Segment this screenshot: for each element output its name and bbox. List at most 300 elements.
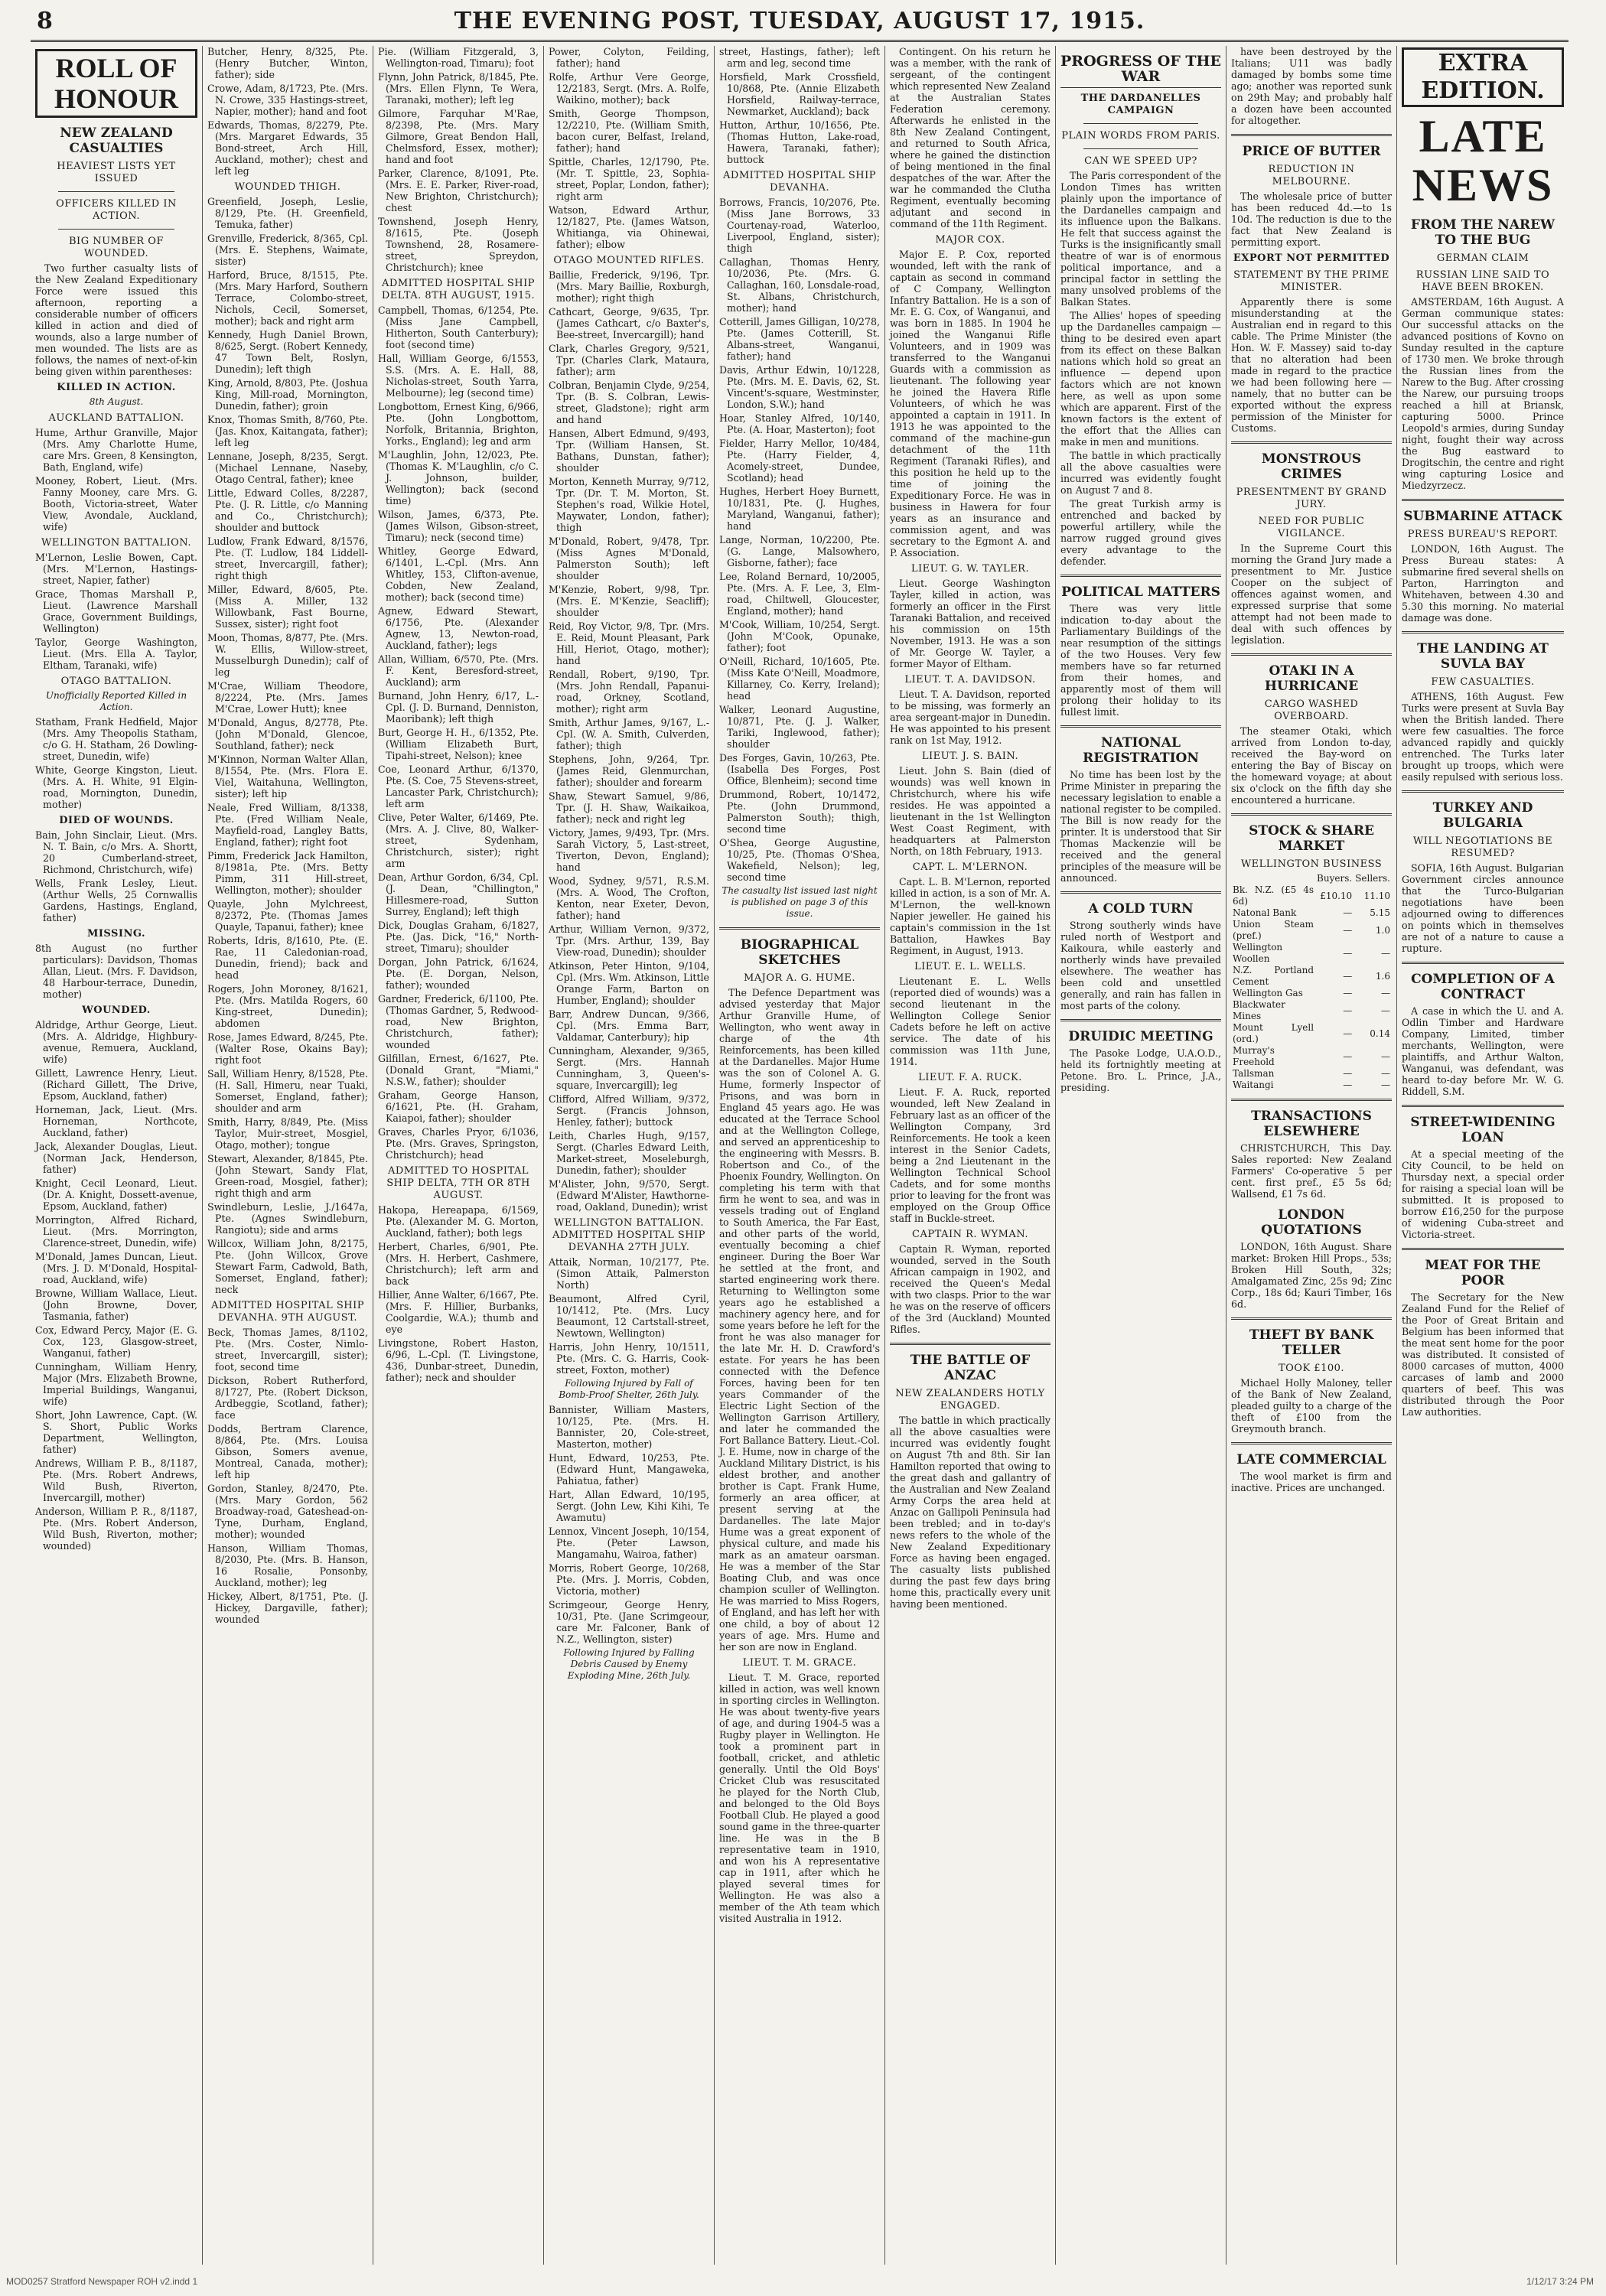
divider bbox=[58, 229, 174, 230]
biographical-sketches-heading: BIOGRAPHICAL SKETCHES bbox=[740, 937, 859, 968]
casualty-entry: Butcher, Henry, 8/325, Pte. (Henry Butcher, Winton, father); side bbox=[207, 46, 368, 80]
casualty-entry: Burnand, John Henry, 6/17, L.-Cpl. (J. D. Burnand, Denniston, Maoribank); left thigh bbox=[378, 690, 539, 725]
divider bbox=[1231, 1099, 1392, 1101]
section-heading: ADMITTED HOSPITAL SHIP DELTA. 8TH AUGUST, 1915. bbox=[381, 278, 536, 301]
price-of-butter-heading: PRICE OF BUTTER bbox=[1242, 144, 1381, 159]
casualty-entry: Hume, Arthur Granville, Major (Mrs. Amy Charlotte Hume, care Mrs. Green, 8 Kensington, Bath, England, wife) bbox=[35, 427, 197, 473]
casualty-entry: Dorgan, John Patrick, 6/1624, Pte. (E. Dorgan, Nelson, father); wounded bbox=[378, 956, 539, 991]
casualty-entry: Parker, Clarence, 8/1091, Pte. (Mrs. E. E. Parker, River-road, New Brighton, Christchurch); chest bbox=[378, 168, 539, 213]
divider bbox=[1060, 575, 1221, 577]
subheading: WELLINGTON BUSINESS bbox=[1240, 858, 1383, 870]
casualty-entry: Gilmore, Farquhar M'Rae, 8/2398, Pte. (Mrs. Mary Gilmore, Great Bendon Hall, Chelmsford, Essex, mother); hand and foot bbox=[378, 108, 539, 165]
table-row bbox=[1231, 1045, 1392, 1068]
bank-teller-heading: THEFT BY BANK TELLER bbox=[1249, 1327, 1374, 1358]
divider bbox=[58, 191, 174, 192]
print-footer bbox=[0, 2276, 1606, 2291]
subheading: REDUCTION IN MELBOURNE. bbox=[1268, 164, 1355, 187]
casualty-entry: Victory, James, 9/493, Tpr. (Mrs. Sarah Victory, 5, Last-street, Tiverton, Devon, England); hand bbox=[549, 827, 709, 873]
subheading: CARGO WASHED OVERBOARD. bbox=[1264, 699, 1359, 722]
column-casualty-list-3 bbox=[373, 46, 543, 2265]
casualty-entry: Wilson, James, 6/373, Pte. (James Wilson, Gibson-street, Timaru); neck (second time) bbox=[378, 509, 539, 543]
subheading: NEED FOR PUBLIC VIGILANCE. bbox=[1258, 516, 1365, 539]
casualty-entry: Campbell, Thomas, 6/1254, Pte. (Miss Jane Campbell, Hitherton, South Canterbury); foot (second time) bbox=[378, 305, 539, 350]
casualty-entry: Spittle, Charles, 12/1790, Pte. (Mr. T. Spittle, 23, Sophia-street, Poplar, London, father); right arm bbox=[549, 156, 709, 202]
table-cell: — bbox=[1343, 907, 1353, 918]
divider bbox=[1231, 134, 1392, 136]
casualty-entry: Rose, James Edward, 8/245, Pte. (Walter Rose, Okains Bay); right foot bbox=[207, 1031, 368, 1066]
section-heading: ADMITTED HOSPITAL SHIP DEVANHA. bbox=[723, 170, 876, 194]
table-cell: — bbox=[1381, 1050, 1390, 1062]
footer-file-label: MOD0257 Stratford Newspaper ROH v2.indd 1 bbox=[6, 2276, 198, 2287]
table-cell: 1.0 bbox=[1375, 924, 1390, 936]
casualty-entry: Shaw, Stewart Samuel, 9/86, Tpr. (J. H. Shaw, Waikaikoa, father); neck and right leg bbox=[549, 790, 709, 825]
casualty-entry: Baillie, Frederick, 9/196, Tpr. (Mrs. Mary Baillie, Roxburgh, mother); right thigh bbox=[549, 269, 709, 304]
casualty-entry: Cathcart, George, 9/635, Tpr. (James Cathcart, c/o Baxter's, Bee-street, Invercargill); hand bbox=[549, 306, 709, 340]
casualty-entry: Burt, George H. H., 6/1352, Pte. (William Elizabeth Burt, Tipahi-street, Nelson); knee bbox=[378, 727, 539, 761]
table-row bbox=[1231, 1068, 1392, 1080]
table-row bbox=[1231, 1080, 1392, 1091]
casualty-entry: Rogers, John Moroney, 8/1621, Pte. (Mrs. Matilda Rogers, 60 King-street, Dunedin); abdomen bbox=[207, 983, 368, 1029]
section-heading: ADMITTED HOSPITAL SHIP DEVANHA. 9TH AUGUST. bbox=[211, 1300, 364, 1324]
casualty-entry: Cox, Edward Percy, Major (E. G. Cox, 123, Glasgow-street, Wanganui, father) bbox=[35, 1324, 197, 1359]
late-news-heading: LATE NEWS bbox=[1412, 111, 1554, 210]
narew-heading: FROM THE NAREW TO THE BUG bbox=[1410, 217, 1556, 248]
casualty-entry: Gordon, Stanley, 8/2470, Pte. (Mrs. Mary Gordon, 562 Broadway-road, Gateshead-on-Tyne, Durham, England, mother); wounded bbox=[207, 1483, 368, 1540]
casualty-entry: Arthur, William Vernon, 9/372, Tpr. (Mrs. Arthur, 139, Bay View-road, Dunedin); shoulder bbox=[549, 923, 709, 958]
divider bbox=[1231, 1442, 1392, 1444]
table-cell: £10.10 bbox=[1320, 890, 1353, 901]
table-header-row bbox=[1231, 873, 1392, 884]
battalion-heading: OTAGO BATTALION. bbox=[60, 676, 172, 687]
table-cell: 5.15 bbox=[1370, 907, 1390, 918]
casualty-entry: Greenfield, Joseph, Leslie, 8/129, Pte. (H. Greenfield, Temuka, father) bbox=[207, 196, 368, 230]
casualty-entry: Hansen, Albert Edmund, 9/493, Tpr. (William Hansen, St. Bathans, Dunstan, father); shoulder bbox=[549, 428, 709, 474]
table-header-cell bbox=[1231, 873, 1315, 884]
column-roll-of-honour bbox=[31, 46, 202, 2265]
subheading: STATEMENT BY THE PRIME MINISTER. bbox=[1233, 269, 1389, 293]
cold-turn-heading: A COLD TURN bbox=[1088, 901, 1194, 917]
casualty-entry: Townshend, Joseph Henry, 8/1615, Pte. (Joseph Townshend, 28, Rosamere-street, Spreydon, Christchurch); knee bbox=[378, 216, 539, 273]
casualty-entry: Scrimgeour, George Henry, 10/31, Pte. (Jane Scrimgeour, care Mr. Falconer, Bank of N.Z., Wellington, sister) bbox=[549, 1599, 709, 1645]
subheading: CAN WE SPEED UP? bbox=[1084, 155, 1197, 167]
article-paragraph: ATHENS, 16th August. Few Turks were present at Suvla Bay when the British landed. There were few casualties. The force advanced rapidly and quickly entrenched. The Turks later brought up troops, which were easily repulsed with serious loss. bbox=[1402, 691, 1564, 783]
casualty-entry: Dickson, Robert Rutherford, 8/1727, Pte. (Robert Dickson, Ardbeggie, Scotland, father); face bbox=[207, 1375, 368, 1421]
casualty-entry: Little, Edward Colles, 8/2287, Pte. (J. R. Little, c/o Manning and Co., Christchurch); shoulder and buttock bbox=[207, 487, 368, 533]
roll-of-honour-heading: ROLL OF HONOUR bbox=[35, 49, 197, 118]
casualty-entry: Grenville, Frederick, 8/365, Cpl. (Mrs. E. Stephens, Waimate, sister) bbox=[207, 233, 368, 267]
casualty-entry: Knight, Cecil Leonard, Lieut. (Dr. A. Knight, Dossett-avenue, Epsom, Auckland, father) bbox=[35, 1177, 197, 1212]
casualty-entry: Graham, George Hanson, 6/1621, Pte. (H. Graham, Kaiapoi, father); shoulder bbox=[378, 1089, 539, 1124]
casualty-entry: Gardner, Frederick, 6/1100, Pte. (Thomas Gardner, 5, Redwood-road, New Brighton, Christchurch, father); wounded bbox=[378, 993, 539, 1050]
casualty-entry: Hanson, William Thomas, 8/2030, Pte. (Mrs. B. Hanson, 16 Rosalie, Ponsonby, Auckland, mother); leg bbox=[207, 1542, 368, 1588]
table-row bbox=[1231, 965, 1392, 988]
table-cell: 11.10 bbox=[1363, 890, 1390, 901]
table-row bbox=[1231, 1022, 1392, 1045]
casualty-entry: Moon, Thomas, 8/877, Pte. (Mrs. W. Ellis, Willow-street, Musselburgh Dunedin); calf of leg bbox=[207, 632, 368, 678]
table-cell: — bbox=[1343, 988, 1353, 998]
divider bbox=[1231, 653, 1392, 656]
article-paragraph: AMSTERDAM, 16th August. A German communique states: Our successful attacks on the advanced positions of Kovno on Sunday resulted in the capture of 1730 men. We broke through the Russian lines from the Narew to the Bug. After crossing the Narew, our pursuing troops reached a hill at Briansk, capturing 5000. Prince Leopold's armies, during Sunday night, fought their way across the Bug eastward to Drogitschin, the centre and right wing capturing Losice and Miedzyrzecz. bbox=[1402, 296, 1564, 491]
casualty-entry: King, Arnold, 8/803, Pte. (Joshua King, Mill-road, Mornington, Dunedin, father); groin bbox=[207, 377, 368, 412]
casualty-list-note: The casualty list issued last night is published on page 3 of this issue. bbox=[722, 885, 878, 919]
divider bbox=[1402, 790, 1564, 793]
divider bbox=[1083, 123, 1198, 124]
casualty-entry: Callaghan, Thomas Henry, 10/2036, Pte. (Mrs. G. Callaghan, 160, Lonsdale-road, St. Albans, Christchurch, mother); hand bbox=[719, 256, 880, 314]
casualty-entry: Statham, Frank Hedfield, Major (Mrs. Amy Theopolis Statham, c/o G. H. Statham, 26 Dowling-street, Dunedin, wife) bbox=[35, 716, 197, 762]
casualty-entry: Drummond, Robert, 10/1472, Pte. (John Drummond, Palmerston South); thigh, second time bbox=[719, 789, 880, 835]
divider bbox=[1060, 1019, 1221, 1021]
casualty-entry: Hickey, Albert, 8/1751, Pte. (J. Hickey, Dargaville, father); wounded bbox=[207, 1591, 368, 1625]
casualty-entry: M'Alister, John, 9/570, Sergt. (Edward M'Alister, Hawthorne-road, Oakland, Dunedin); wrist bbox=[549, 1178, 709, 1213]
article-paragraph: The wholesale price of butter has been reduced 4d.—to 1s 10d. The reduction is due to the fact that New Zealand is permitting export. bbox=[1231, 191, 1392, 248]
article-paragraph: The battle in which practically all the above casualties were incurred was evidently fought on August 7 and 8. bbox=[1060, 450, 1221, 496]
divider bbox=[1402, 1105, 1564, 1107]
table-cell: — bbox=[1381, 1005, 1390, 1016]
casualty-entry: Agnew, Edward Stewart, 6/1756, Pte. (Alexander Agnew, 13, Newton-road, Auckland, father); legs bbox=[378, 605, 539, 651]
table-cell: Union Steam (pref.) bbox=[1233, 919, 1314, 941]
biography-heading: LIEUT. T. M. GRACE. bbox=[742, 1657, 857, 1669]
casualty-entry: Short, John Lawrence, Capt. (W. S. Short, Public Works Department, Wellington, father) bbox=[35, 1409, 197, 1455]
casualty-entry: 8th August (no further particulars): Davidson, Thomas Allan, Lieut. (Mrs. F. Davidson, 48 Harbour-terrace, Dunedin, mother) bbox=[35, 943, 197, 1000]
casualty-entry: M'Kinnon, Norman Walter Allan, 8/1554, Pte. (Mrs. Flora E. Viel, Waitahuna, Wellington, sister); left hip bbox=[207, 754, 368, 800]
casualty-entry: M'Donald, Angus, 8/2778, Pte. (John M'Donald, Glencoe, Southland, father); neck bbox=[207, 717, 368, 751]
casualty-entry: Leith, Charles Hugh, 9/157, Sergt. (Charles Edward Leith, Market-street, Moseleburgh, Dunedin, father); shoulder bbox=[549, 1130, 709, 1176]
table-cell: Wellington Woollen bbox=[1233, 942, 1283, 964]
subheading: EXPORT NOT PERMITTED bbox=[1233, 252, 1390, 264]
casualty-entry: Gillett, Lawrence Henry, Lieut. (Richard Gillett, The Drive, Epsom, Auckland, father) bbox=[35, 1067, 197, 1102]
casualty-entry: White, George Kingston, Lieut. (Mrs. A. H. White, 91 Elgin-road, Mornington, Dunedin, mother) bbox=[35, 764, 197, 810]
casualty-entry: Hughes, Herbert Hoey Burnett, 10/1831, Pte. (J. Hughes, Maryland, Wanganui, father); hand bbox=[719, 486, 880, 532]
section-heading: ADMITTED TO HOSPITAL SHIP DELTA, 7TH OR 8TH AUGUST. bbox=[386, 1165, 530, 1201]
column-progress-of-war bbox=[1056, 46, 1226, 2265]
casualty-entry: Flynn, John Patrick, 8/1845, Pte. (Mrs. Ellen Flynn, Te Wera, Taranaki, mother); left leg bbox=[378, 71, 539, 106]
casualty-entry: Smith, Arthur James, 9/167, L.-Cpl. (W. A. Smith, Culverden, father); thigh bbox=[549, 717, 709, 751]
casualty-entry: Neale, Fred William, 8/1338, Pte. (Fred William Neale, Mayfield-road, Langley Batts, England, father); right foot bbox=[207, 802, 368, 848]
section-date: 8th August. bbox=[89, 396, 144, 407]
divider bbox=[1402, 631, 1564, 633]
casualty-entry: Fielder, Harry Mellor, 10/484, Pte. (Harry Fielder, 4, Acomely-street, Dundee, Scotland); head bbox=[719, 438, 880, 484]
table-header-cell: Buyers. bbox=[1317, 873, 1353, 884]
table-cell: Bk. N.Z. (£5 4s 6d) bbox=[1233, 884, 1314, 907]
article-paragraph: Lieut. F. A. Ruck, reported wounded, left New Zealand in February last as an officer of the Wellington Company, 3rd Reinforcements. He took a keen interest in the Senior Cadets, being a 2nd Lieutenant in the Wellington Technical School Cadets, and for some months prior to leaving for the front was employed on the Group Office staff in Buckle-street. bbox=[890, 1086, 1051, 1224]
casualty-entry: M'Donald, Robert, 9/478, Tpr. (Miss Agnes M'Donald, Palmerston South); left shoulder bbox=[549, 536, 709, 581]
casualty-entry: M'Donald, James Duncan, Lieut. (Mrs. J. D. M'Donald, Hospital-road, Auckland, wife) bbox=[35, 1251, 197, 1285]
table-cell: Wellington Gas bbox=[1233, 988, 1303, 998]
divider bbox=[1231, 813, 1392, 816]
section-heading: WOUNDED THIGH. bbox=[234, 181, 341, 193]
table-cell: Mount Lyell (ord.) bbox=[1233, 1022, 1314, 1044]
article-paragraph: Lieut. George Washington Tayler, killed in action, was formerly an officer in the First Taranaki Battalion, and received his commission on 15th November, 1913. He was a son of Mr. George W. Tayler, a former Mayor of Eltham. bbox=[890, 578, 1051, 669]
newspaper-title: THE EVENING POST, TUESDAY, AUGUST 17, 1915. bbox=[454, 8, 1145, 34]
casualty-entry: Barr, Andrew Duncan, 9/366, Cpl. (Mrs. Emma Barr, Valdamar, Canterbury); hip bbox=[549, 1008, 709, 1043]
casualty-entry: Coe, Leonard Arthur, 6/1370, Pte. (S. Coe, 75 Stevens-street, Lancaster Park, Christchurch); left arm bbox=[378, 764, 539, 809]
casualty-entry: M'Kenzie, Robert, 9/98, Tpr. (Mrs. E. M'Kenzie, Seacliff); shoulder bbox=[549, 584, 709, 618]
table-cell: — bbox=[1381, 988, 1390, 998]
otaki-hurricane-heading: OTAKI IN A HURRICANE bbox=[1264, 663, 1359, 694]
casualty-entry: Hart, Allan Edward, 10/195, Sergt. (John Lew, Kihi Kihi, Te Awamutu) bbox=[549, 1489, 709, 1523]
casualty-entry: Sall, William Henry, 8/1528, Pte. (H. Sall, Himeru, near Tuaki, Somerset, England, father); shoulder and arm bbox=[207, 1068, 368, 1114]
divider bbox=[890, 1343, 1051, 1345]
casualty-entry: Willcox, William John, 8/2175, Pte. (John Willcox, Grove Stewart Farm, Cadwold, Bath, Somerset, England, father); neck bbox=[207, 1238, 368, 1295]
subheading: THE DARDANELLES CAMPAIGN bbox=[1080, 93, 1201, 116]
table-row bbox=[1231, 907, 1392, 919]
article-paragraph: Major E. P. Cox, reported wounded, left with the rank of captain as second in command of C Company, Wellington Infantry Battalion. He is a son of Mr. E. G. Cox, of Wanganui, and was born in 1885. In 1904 he joined the Wanganui Rifle Volunteers, and in 1909 was transferred to the Wanganui Guards with a commission as lieutenant. The following year he joined the Havera Rifle Volunteers, of which he was appointed a captain in 1911. In 1913 he was appointed to the command of the machine-gun detachment of the 11th Regiment (Taranaki Rifles), and this position he held up to the time of joining the Expeditionary Force. He was in business in Hawera for four years as an insurance and commission agent, and was secretary to the Egmont A. and P. Association. bbox=[890, 249, 1051, 559]
table-row bbox=[1231, 999, 1392, 1022]
article-paragraph: There was very little indication to-day about the Parliamentary Buildings of the near resumption of the sittings of the two Houses. Very few members have so far returned from their homes, and apparently most of them will prolong their holiday to its fullest limit. bbox=[1060, 603, 1221, 718]
article-paragraph: CHRISTCHURCH, This Day. Sales reported: New Zealand Farmers' Co-operative 5 per cent. first pref., £5 5s 6d; Wallsend, £1 7s 6d. bbox=[1231, 1142, 1392, 1200]
casualty-entry: Edwards, Thomas, 8/2279, Pte. (Mrs. Margaret Edwards, 35 Bond-street, Arch Hill, Auckland, mother); chest and left leg bbox=[207, 119, 368, 177]
casualty-entry: M'Laughlin, John, 12/023, Pte. (Thomas K. M'Laughlin, c/o C. J. Johnson, builder, Wellington); back (second time) bbox=[378, 449, 539, 506]
article-paragraph: LONDON, 16th August. The Press Bureau states: A submarine fired several shells on Parton, Harrington and Whitehaven, between 4.30 and 5.30 this morning. No material damage was done. bbox=[1402, 543, 1564, 624]
casualty-entry: Attaik, Norman, 10/2177, Pte. (Simon Attaik, Palmerston North) bbox=[549, 1256, 709, 1291]
casualty-entry: Horneman, Jack, Lieut. (Mrs. Horneman, Northcote, Auckland, father) bbox=[35, 1104, 197, 1138]
suvla-bay-heading: THE LANDING AT SUVLA BAY bbox=[1417, 641, 1549, 672]
casualty-entry: O'Shea, George Augustine, 10/25, Pte. (Thomas O'Shea, Wakefield, Nelson); leg, second time bbox=[719, 837, 880, 883]
casualty-entry: Knox, Thomas Smith, 8/760, Pte. (Jas. Knox, Kaitangata, father); left leg bbox=[207, 414, 368, 448]
casualty-entry: Gilfillan, Ernest, 6/1627, Pte. (Donald Grant, "Miami," N.S.W., father); shoulder bbox=[378, 1053, 539, 1087]
casualty-entry: Herbert, Charles, 6/901, Pte. (Mrs. H. Herbert, Cashmere, Christchurch); left arm and back bbox=[378, 1241, 539, 1287]
table-cell: 0.14 bbox=[1370, 1028, 1390, 1039]
casualty-entry: Morrington, Alfred Richard, Lieut. (Mrs. Morrington, Clarence-street, Dunedin, wife) bbox=[35, 1214, 197, 1249]
biography-heading: CAPTAIN R. WYMAN. bbox=[912, 1229, 1028, 1240]
casualty-entry: Walker, Leonard Augustine, 10/871, Pte. (J. J. Walker, Tariki, Inglewood, father); shoulder bbox=[719, 704, 880, 750]
table-cell: — bbox=[1381, 947, 1390, 959]
casualty-entry: Lennox, Vincent Joseph, 10/154, Pte. (Peter Lawson, Mangamahu, Wairoa, father) bbox=[549, 1526, 709, 1560]
casualty-entry: Whitley, George Edward, 6/1401, L.-Cpl. (Mrs. Ann Whitley, 153, Clifton-avenue, Cobden, New Zealand, mother); back (second time) bbox=[378, 546, 539, 603]
battle-of-anzac-heading: THE BATTLE OF ANZAC bbox=[910, 1353, 1031, 1383]
column-late-news bbox=[1397, 46, 1569, 2265]
article-paragraph: No time has been lost by the Prime Minister in preparing the necessary legislation to enable a national register to be compiled. The Bill is now ready for the printer. It is understood that Sir Thomas Mackenzie will be received and the general principles of the measure will be announced. bbox=[1060, 769, 1221, 884]
subheading: HEAVIEST LISTS YET ISSUED bbox=[57, 161, 176, 184]
biography-heading: LIEUT. J. S. BAIN. bbox=[921, 751, 1019, 762]
casualty-entry: Longbottom, Ernest King, 6/966, Pte. (John Longbottom, Norfolk, Britannia, Brighton, Yorks., England); leg and arm bbox=[378, 401, 539, 447]
column-casualty-list-4 bbox=[544, 46, 714, 2265]
subheading: PRESS BUREAU'S REPORT. bbox=[1407, 529, 1559, 540]
article-paragraph: Lieut. John S. Bain (died of wounds) was well known in Christchurch, where his wife resides. He was appointed a lieutenant in the 1st Wellington West Coast Regiment, with headquarters at Palmerston North, on 18th February, 1913. bbox=[890, 765, 1051, 857]
casualty-entry: O'Neill, Richard, 10/1605, Pte. (Miss Kate O'Neill, Moadmore, Killarney, Co. Kerry, Ireland); head bbox=[719, 656, 880, 702]
column-casualties-biography bbox=[715, 46, 884, 2265]
casualty-entry: Hall, William George, 6/1553, S.S. (Mrs. A. E. Hall, 88, Nicholas-street, South Yarra, Melbourne); leg (second time) bbox=[378, 353, 539, 399]
casualty-entry: Bannister, William Masters, 10/125, Pte. (Mrs. H. Bannister, 20, Cole-street, Masterton, mother) bbox=[549, 1404, 709, 1450]
table-cell: — bbox=[1381, 1080, 1390, 1090]
divider bbox=[1231, 1317, 1392, 1320]
divider bbox=[719, 927, 880, 930]
submarine-attack-heading: SUBMARINE ATTACK bbox=[1403, 509, 1562, 524]
article-paragraph: Captain R. Wyman, reported wounded, served in the South African campaign in 1902, and received the Queen's Medal with two clasps. Prior to the war he was on the reserve of officers of the 3rd (Auckland) Mounted Rifles. bbox=[890, 1243, 1051, 1335]
table-cell: Tallsman bbox=[1233, 1068, 1275, 1079]
casualty-entry: Harford, Bruce, 8/1515, Pte. (Mrs. Mary Harford, Southern Terrace, Colombo-street, Nichols, Cecil, Somerset, mother); back and right arm bbox=[207, 269, 368, 327]
casualty-entry: M'Lernon, Leslie Bowen, Capt. (Mrs. M'Lernon, Hastings-street, Napier, father) bbox=[35, 552, 197, 586]
casualty-entry: Hutton, Arthur, 10/1656, Pte. (Thomas Hutton, Lake-road, Hawera, Taranaki, father); buttock bbox=[719, 119, 880, 165]
casualty-entry: Anderson, William P. R., 8/1187, Pte. (Mrs. Robert Anderson, Wild Bush, Riverton, mother; wounded) bbox=[35, 1506, 197, 1552]
casualty-entry: Wells, Frank Lesley, Lieut. (Arthur Wells, 25 Cornwallis Gardens, Hastings, England, father) bbox=[35, 878, 197, 923]
subheading: WILL NEGOTIATIONS BE RESUMED? bbox=[1412, 835, 1553, 859]
section-heading: OTAGO MOUNTED RIFLES. bbox=[553, 255, 705, 266]
casualty-entry: Allan, William, 6/570, Pte. (Mrs. F. Kent, Beresford-street, Auckland); arm bbox=[378, 653, 539, 688]
casualty-entry: Smith, Harry, 8/849, Pte. (Miss Taylor, Muir-street, Mosgiel, Otago, mother); tongue bbox=[207, 1116, 368, 1151]
article-paragraph: A case in which the U. and A. Odlin Timber and Hardware Company, Limited, timber merchants, Wellington, were plaintiffs, and Arthur Walton, Wanganui, was defendant, was heard to-day before Mr. W. G. Riddell, S.M. bbox=[1402, 1005, 1564, 1097]
casualty-entry: Hunt, Edward, 10/253, Pte. (Edward Hunt, Mangaweka, Pahiatua, father) bbox=[549, 1452, 709, 1487]
article-paragraph: Contingent. On his return he was a member, with the rank of sergeant, of the contingent which represented New Zealand at the Australian States Federation ceremony. Afterwards he enlisted in the 8th New Zealand Contingent, and returned to South Africa, where he gained the distinction of being mentioned in the final despatches of the war. After the war he commanded the Clutha Regiment, eventually becoming adjutant and second in command of the 11th Regiment. bbox=[890, 46, 1051, 230]
article-paragraph: The Defence Department was advised yesterday that Major Arthur Granville Hume, of Wellington, who went away in charge of the 4th Reinforcements, has been killed at the Dardanelles. Major Hume was the son of Colonel A. G. Hume, formerly Inspector of Prisons, and was born in England 45 years ago. He was educated at the Terrace School and at the Wellington College, and served an apprenticeship to the engineering with Messrs. B. Robertson and Co., of the Phoenix Foundry, Wellington. On completing his term with that firm he went to sea, and was in vessels trading out of England to South America, the Far East, and other parts of the world, eventually becoming a chief engineer. During the Boer War he settled at the front, and started engineering work there. Returning to Wellington some years ago he established a machinery agency here, and for some years before he left for the front he was also manager for the late Mr. H. D. Crawford's estate. For years he has been connected with the Defence Forces, having been for ten years Commander of the Electric Light Section of the Wellington Garrison Artillery, and later he commanded the Fort Ballance Battery. Lieut.-Col. J. E. Hume, now in charge of the Auckland Military District, is his eldest brother, and another brother is Capt. Frank Hume, formerly an area officer, at present serving at the Dardanelles. The late Major Hume was a great exponent of physical culture, and made his mark as an amateur oarsman. He was a member of the Star Boating Club, and was once champion sculler of Wellington. He was married to Miss Rogers, of England, and has left her with one child, a boy of about 12 years of age. Mrs. Hume and her son are now in England. bbox=[719, 987, 880, 1653]
biography-heading: MAJOR COX. bbox=[935, 234, 1005, 246]
subheading: OFFICERS KILLED IN ACTION. bbox=[56, 198, 177, 222]
biography-heading: LIEUT. G. W. TAYLER. bbox=[911, 563, 1030, 575]
casualty-entry: Rolfe, Arthur Vere George, 12/2183, Sergt. (Mrs. A. Rolfe, Waikino, mother); back bbox=[549, 71, 709, 106]
london-quotations-heading: LONDON QUOTATIONS bbox=[1261, 1207, 1362, 1238]
subheading: PLAIN WORDS FROM PARIS. bbox=[1061, 130, 1220, 142]
casualty-entry: Pimm, Frederick Jack Hamilton, 8/1981a, Pte. (Mrs. Betty Pimm, 311 Hill-street, Wellington, mother); shoulder bbox=[207, 850, 368, 896]
casualty-entry: M'Cook, William, 10/254, Sergt. (John M'Cook, Opunake, father); foot bbox=[719, 619, 880, 653]
casualty-entry: Cotterill, James Gilligan, 10/278, Pte. (James Cotterill, St. Albans-street, Wanganui, father); hand bbox=[719, 316, 880, 362]
casualty-entry: Lennane, Joseph, 8/235, Sergt. (Michael Lennane, Naseby, Otago Central, father); knee bbox=[207, 451, 368, 485]
stock-market-heading: STOCK & SHARE MARKET bbox=[1249, 823, 1374, 854]
casualty-entry: Browne, William Wallace, Lieut. (John Browne, Dover, Tasmania, father) bbox=[35, 1288, 197, 1322]
divider bbox=[1402, 962, 1564, 964]
table-cell: Blackwater Mines bbox=[1233, 999, 1285, 1021]
monstrous-crimes-heading: MONSTROUS CRIMES bbox=[1261, 451, 1362, 482]
article-paragraph: Strong southerly winds have ruled north of Westport and Kaikoura, while easterly and northerly winds have prevailed elsewhere. The weather has been cold and unsettled generally, and rain has fallen in most parts of the colony. bbox=[1060, 920, 1221, 1011]
casualty-entry: Crowe, Adam, 8/1723, Pte. (Mrs. N. Crowe, 335 Hastings-street, Napier, mother); hand and foot bbox=[207, 83, 368, 117]
casualty-entry: Harris, John Henry, 10/1511, Pte. (Mrs. C. G. Harris, Cook-street, Foxton, mother) bbox=[549, 1341, 709, 1376]
political-matters-heading: POLITICAL MATTERS bbox=[1061, 585, 1220, 600]
article-paragraph: have been destroyed by the Italians; U11 was badly damaged by bombs some time ago; another was reported sunk on 29th May; and probably half a dozen have been accounted for altogether. bbox=[1231, 46, 1392, 126]
article-paragraph: Apparently there is some misunderstanding at the Australian end in regard to this cable. The Prime Minister (the Hon. W. F. Massey) said to-day that no alteration had been made in regard to the practice we had been following here — namely, that no butter can be exported without the express permission of the Minister for Customs. bbox=[1231, 296, 1392, 434]
casualty-entry: Colbran, Benjamin Clyde, 9/254, Tpr. (B. S. Colbran, Lewis-street, Gladstone); right arm and hand bbox=[549, 379, 709, 425]
table-row bbox=[1231, 988, 1392, 999]
column-biographies bbox=[885, 46, 1055, 2265]
extra-edition-banner: EXTRA EDITION. bbox=[1402, 47, 1564, 107]
casualty-entry: Morton, Kenneth Murray, 9/712, Tpr. (Dr. T. M. Morton, St. Stephen's road, Wilkie Hotel, Maywater, London, father); thigh bbox=[549, 476, 709, 533]
casualty-entry: Hoar, Stanley Alfred, 10/140, Pte. (A. Hoar, Masterton); foot bbox=[719, 412, 880, 435]
casualty-entry: Borrows, Francis, 10/2076, Pte. (Miss Jane Borrows, 33 Courtenay-road, Waterloo, Liverpool, England, sister); thigh bbox=[719, 197, 880, 254]
article-paragraph: The wool market is firm and inactive. Prices are unchanged. bbox=[1231, 1470, 1392, 1493]
nz-casualties-heading: NEW ZEALAND CASUALTIES bbox=[60, 125, 173, 156]
casualty-entry: M'Crae, William Theodore, 8/2224, Pte. (Mrs. James M'Crae, Lower Hutt); knee bbox=[207, 680, 368, 715]
table-cell: Murray's Freehold bbox=[1233, 1045, 1275, 1067]
table-cell: N.Z. Portland Cement bbox=[1233, 965, 1314, 987]
casualty-entry: Davis, Arthur Edwin, 10/1228, Pte. (Mrs. M. E. Davis, 62, St. Vincent's-square, Westminster, London, S.W.); hand bbox=[719, 364, 880, 410]
casualty-entry: Quayle, John Mylchreest, 8/2372, Pte. (Thomas James Quayle, Tapanui, father); knee bbox=[207, 898, 368, 933]
casualty-entry: Cunningham, William Henry, Major (Mrs. Elizabeth Browne, Imperial Buildings, Wanganui, wife) bbox=[35, 1361, 197, 1407]
section-heading: WELLINGTON BATTALION. ADMITTED HOSPITAL SHIP DEVANHA 27TH JULY. bbox=[552, 1217, 705, 1253]
casualty-entry: Swindleburn, Leslie, J./1647a, Pte. (Agnes Swindleburn, Rangiotu); side and arms bbox=[207, 1201, 368, 1236]
biography-heading: MAJOR A. G. HUME. bbox=[743, 972, 856, 984]
progress-of-war-heading: PROGRESS OF THE WAR bbox=[1060, 54, 1221, 88]
article-paragraph: The Pasoke Lodge, U.A.O.D., held its fortnightly meeting at Petone. Bro. L. Prince, J.A., presiding. bbox=[1060, 1047, 1221, 1093]
table-cell: — bbox=[1343, 970, 1353, 982]
casualty-entry: Rendall, Robert, 9/190, Tpr. (Mrs. John Rendall, Papanui-road, Orkney, Scotland, mother); right arm bbox=[549, 669, 709, 715]
divider bbox=[1060, 725, 1221, 728]
casualty-entry: Beck, Thomas James, 8/1102, Pte. (Mrs. Coster, Nimlo-street, Invercargill, sister); foot, second time bbox=[207, 1327, 368, 1373]
article-paragraph: LONDON, 16th August. Share market: Broken Hill Props., 53s; Broken Hill South, 32s; Amalgamated Zinc, 25s 9d; Zinc Corp., 18s 6d; Kauri Timber, 16s 6d. bbox=[1231, 1241, 1392, 1310]
casualty-entry: Horsfield, Mark Crossfield, 10/868, Pte. (Annie Elizabeth Horsfield, Railway-terrace, Newmarket, Auckland); back bbox=[719, 71, 880, 117]
table-cell: — bbox=[1343, 1080, 1353, 1090]
casualty-entry: Lange, Norman, 10/2200, Pte. (G. Lange, Malsowhero, Gisborne, father); face bbox=[719, 534, 880, 568]
casualty-entry: Des Forges, Gavin, 10/263, Pte. (Isabella Des Forges, Post Office, Blenheim); second time bbox=[719, 752, 880, 787]
divider bbox=[1402, 499, 1564, 501]
footer-timestamp: 1/12/17 3:24 PM bbox=[1526, 2276, 1594, 2287]
article-paragraph: Lieut. T. M. Grace, reported killed in action, was well known in sporting circles in Wellington. He was about twenty-five years of age, and during 1904-5 was a Rugby player in Wellington. He took a prominent part in football, cricket, and athletic generally. Until the Old Boys' Cricket Club was resuscitated he played for the North Club, and belonged to the Old Boys Football Club. He played a good sound game in the three-quarter line. He was in the B representative team in 1910, and won his A representative cap in 1911, after which he played several times for Wellington. He was also a member of the Ath team which visited Australia in 1912. bbox=[719, 1672, 880, 1924]
biography-heading: LIEUT. E. L. WELLS. bbox=[914, 961, 1027, 972]
casualty-entry: Watson, Edward Arthur, 12/1827, Pte. (James Watson, Whitianga, via Ohinewai, father); elbow bbox=[549, 204, 709, 250]
casualty-entry: Cunningham, Alexander, 9/365, Sergt. (Mrs. Hannah Cunningham, 3, Queen's-square, Invercargill); leg bbox=[549, 1045, 709, 1091]
article-paragraph: Lieut. T. A. Davidson, reported to be missing, was formerly an area sergeant-major in Dunedin. He was appointed to his present rank on 1st May, 1912. bbox=[890, 689, 1051, 746]
casualty-entry: Mooney, Robert, Lieut. (Mrs. Fanny Mooney, care Mrs. G. Booth, Victoria-street, Water View, Avondale, Auckland, wife) bbox=[35, 475, 197, 532]
article-paragraph: The Secretary for the New Zealand Fund for the Relief of the Poor of Great Britain and Belgium has been informed that the meat sent home for the poor was distributed. It consisted of 8000 carcases of mutton, 4000 carcases of lamb and 2000 quarters of beef. This was distributed through the Poor Law authorities. bbox=[1402, 1291, 1564, 1418]
street-widening-heading: STREET-WIDENING LOAN bbox=[1410, 1115, 1556, 1145]
article-paragraph: Capt. L. B. M'Lernon, reported killed in action, is a son of Mr. A. M'Lernon, the well-known Napier jeweller. He gained his captain's commission in the 1st Battalion, Hawkes Bay Regiment, in August, 1913. bbox=[890, 876, 1051, 956]
table-row bbox=[1231, 884, 1392, 907]
section-note: Following Injured by Falling Debris Caused by Enemy Exploding Mine, 26th July. bbox=[563, 1647, 695, 1681]
masthead bbox=[31, 6, 1569, 42]
article-paragraph: The battle in which practically all the above casualties were incurred was evidently fought on August 7th and 8th. Sir Ian Hamilton reported that owing to the great dash and gallantry of the Australian and New Zealand Army Corps the area held at Anzac on Gallipoli Peninsula had been trebled; and in to-day's news refers to the whole of the New Zealand Expeditionary Force as having been engaged. The casualty lists published during the past few days bring home this, practically every unit having been mentioned. bbox=[890, 1415, 1051, 1610]
section-note: Unofficially Reported Killed in Action. bbox=[45, 690, 187, 712]
casualty-entry: Stephens, John, 9/264, Tpr. (James Reid, Glenmurchan, father); shoulder and forearm bbox=[549, 754, 709, 788]
transactions-heading: TRANSACTIONS ELSEWHERE bbox=[1251, 1109, 1372, 1139]
casualty-entry: Roberts, Idris, 8/1610, Pte. (E. Rae, 11 Caledonian-road, Dunedin, friend); back and head bbox=[207, 935, 368, 981]
casualty-entry: Aldridge, Arthur George, Lieut. (Mrs. A. Aldridge, Highbury-avenue, Remuera, Auckland, wife) bbox=[35, 1019, 197, 1065]
subheading: TOOK £100. bbox=[1278, 1363, 1345, 1374]
casualty-entry: Andrews, William P. B., 8/1187, Pte. (Mrs. Robert Andrews, Wild Bush, Riverton, Invercargill, mother) bbox=[35, 1457, 197, 1503]
divider bbox=[1402, 1248, 1564, 1250]
table-cell: — bbox=[1343, 1068, 1353, 1079]
casualty-entry: Taylor, George Washington, Lieut. (Mrs. Ella A. Taylor, Eltham, Taranaki, wife) bbox=[35, 637, 197, 671]
turkey-bulgaria-heading: TURKEY AND BULGARIA bbox=[1432, 800, 1533, 831]
casualty-entry: Dodds, Bertram Clarence, 8/864, Pte. (Mrs. Louisa Gibson, Somers avenue, Montreal, Canada, mother); left hip bbox=[207, 1423, 368, 1480]
article-paragraph: The great Turkish army is entrenched and backed by powerful artillery, while the narrow rugged ground gives every advantage to the defender. bbox=[1060, 498, 1221, 567]
article-paragraph: The Allies' hopes of speeding up the Dardanelles campaign — thing to be desired even apart from its effect on these Balkan nations which hold so great an influence — depend upon factors which are not known here, as well as upon some which are apparent. First of the known factors is the extent of the effort that the Allies can make in men and munitions. bbox=[1060, 310, 1221, 448]
table-cell: — bbox=[1343, 1050, 1353, 1062]
biography-heading: LIEUT. F. A. RUCK. bbox=[918, 1072, 1022, 1083]
table-cell: — bbox=[1381, 1068, 1390, 1079]
divider bbox=[1083, 148, 1198, 149]
casualty-entry: Clifford, Alfred William, 9/372, Sergt. (Francis Johnson, Henley, father); buttock bbox=[549, 1093, 709, 1128]
casualty-entry: Wood, Sydney, 9/571, R.S.M. (Mrs. A. Wood, The Crofton, Kenton, near Exeter, Devon, father); hand bbox=[549, 875, 709, 921]
subheading: GERMAN CLAIM bbox=[1436, 252, 1529, 264]
national-registration-heading: NATIONAL REGISTRATION bbox=[1083, 735, 1199, 766]
casualty-entry: Stewart, Alexander, 8/1845, Pte. (John Stewart, Sandy Flat, Green-road, Mosgiel, father); right thigh and arm bbox=[207, 1153, 368, 1199]
column-market-news bbox=[1226, 46, 1396, 2265]
meat-for-poor-heading: MEAT FOR THE POOR bbox=[1425, 1258, 1541, 1288]
article-paragraph: The steamer Otaki, which arrived from London to-day, received the Bay-word on entering the Bay of Biscay on the homeward voyage; at about six o'clock on the fifth day she encountered a hurricane. bbox=[1231, 725, 1392, 806]
article-paragraph: In the Supreme Court this morning the Grand Jury made a presentment to Mr. Justice Cooper on the subject of offences against women, and expressed surprise that some attempt had not been made to deal with such offences by legislation. bbox=[1231, 542, 1392, 646]
divider bbox=[1231, 441, 1392, 444]
section-heading: DIED OF WOUNDS. bbox=[59, 815, 174, 826]
casualty-entry: Bain, John Sinclair, Lieut. (Mrs. N. T. Bain, c/o Mrs. A. Shortt, 20 Cumberland-street, Richmond, Christchurch, wife) bbox=[35, 829, 197, 875]
section-note: Following Injured by Fall of Bomb-Proof Shelter, 26th July. bbox=[559, 1378, 699, 1400]
casualty-entry: Miller, Edward, 8/605, Pte. (Miss A. Miller, 132 Willowbank, Fast Bourne, Sussex, sister); right foot bbox=[207, 584, 368, 630]
newspaper-page bbox=[31, 46, 1569, 2265]
battalion-heading: WELLINGTON BATTALION. bbox=[41, 537, 191, 549]
casualty-entry: Jack, Alexander Douglas, Lieut. (Norman Jack, Henderson, father) bbox=[35, 1141, 197, 1175]
casualty-entry: Power, Colyton, Feilding, father); hand bbox=[549, 46, 709, 69]
table-cell: — bbox=[1343, 947, 1353, 959]
table-cell: Natonal Bank bbox=[1233, 907, 1297, 918]
share-prices-table bbox=[1231, 873, 1392, 1091]
article-paragraph: SOFIA, 16th August. Bulgarian Government circles announce that the Turco-Bulgarian negotiations have been adjourned owing to differences on points which in themselves are not of a nature to cause a rupture. bbox=[1402, 862, 1564, 954]
casualty-entry: Atkinson, Peter Hinton, 9/104, Cpl. (Mrs. Wm. Atkinson, Little Orange Farm, Barton on Humber, England); shoulder bbox=[549, 960, 709, 1006]
casualty-entry: Reid, Roy Victor, 9/8, Tpr. (Mrs. E. Reid, Mount Pleasant, Park Hill, Heriot, Otago, mother); hand bbox=[549, 620, 709, 666]
divider bbox=[1060, 891, 1221, 894]
casualty-entry: Smith, George Thompson, 12/2210, Pte. (William Smith, bacon curer, Belfast, Ireland, father); hand bbox=[549, 108, 709, 154]
page-number: 8 bbox=[37, 8, 53, 34]
subheading: FEW CASUALTIES. bbox=[1431, 676, 1535, 688]
subheading: NEW ZEALANDERS HOTLY ENGAGED. bbox=[895, 1388, 1045, 1412]
article-paragraph: The Paris correspondent of the London Times has written plainly upon the importance of the Dardanelles campaign and its influence upon the Balkans. He felt that success against the Turks is the insignificantly small theatre of war is of enormous political importance, and a principal factor in settling the many unsolved problems of the Balkan States. bbox=[1060, 170, 1221, 308]
article-paragraph: At a special meeting of the City Council, to be held on Thursday next, a special order for raising a special loan will be submitted. It is proposed to borrow £16,250 for the purpose of widening Cuba-street and Victoria-street. bbox=[1402, 1148, 1564, 1240]
section-heading: WOUNDED. bbox=[82, 1005, 151, 1016]
